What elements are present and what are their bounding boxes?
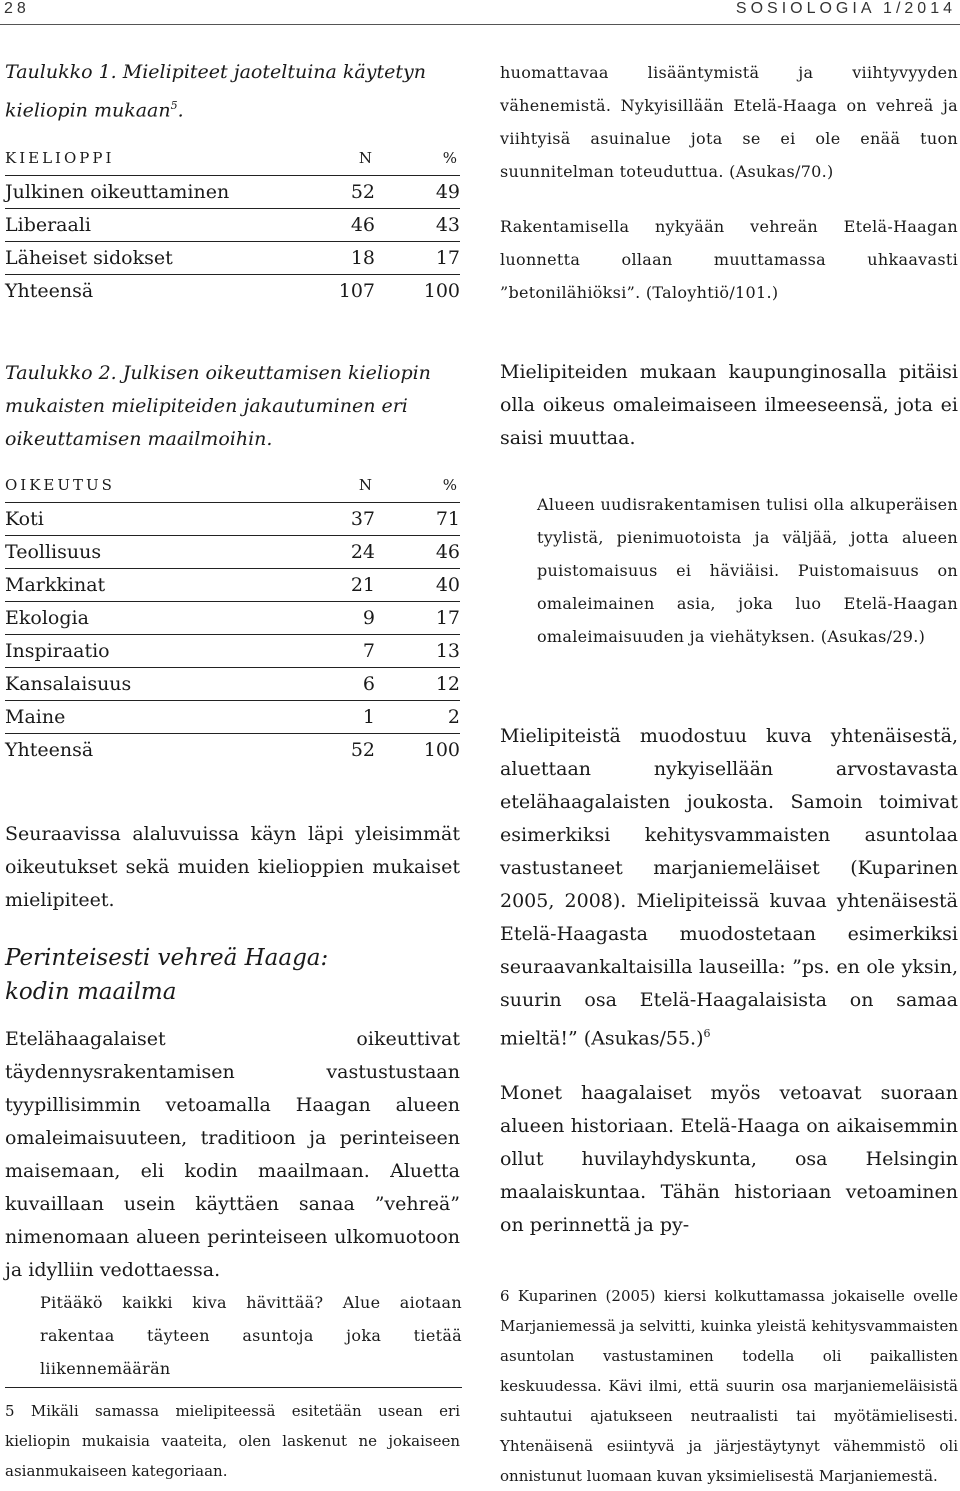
table-cell: 17 <box>375 602 460 635</box>
table-cell: 21 <box>315 569 375 602</box>
table-cell: 9 <box>315 602 375 635</box>
table-row <box>5 635 460 668</box>
body-paragraph: Mielipiteiden mukaan kaupunginosalla pitäisi olla oikeus omaleimaiseen ilmeeseensä, jota ei saisi muuttaa. <box>500 361 958 449</box>
right-footnote-block <box>500 1281 958 1491</box>
table-cell: 17 <box>375 242 460 275</box>
table-cell: Yhteensä <box>5 739 94 761</box>
table-cell: 100 <box>423 739 460 761</box>
section-heading <box>5 941 460 1009</box>
table-cell: 37 <box>315 503 375 536</box>
block-quote: Pitääkö kaikki kiva hävittää? Alue aiotaan rakentaa täyteen asuntoja joka tietää liikennemäärän <box>40 1293 462 1378</box>
footnote: 5 Mikäli samassa mielipiteessä esitetään usean eri kieliopin mukaisia vaateita, olen laskenut ne jokaiseen asianmukaiseen kategoriaan. <box>5 1402 460 1480</box>
body-paragraph: Monet haagalaiset myös vetoavat suoraan alueen historiaan. Etelä-Haaga on aikaisemmin ollut huvilayhdyskunta, osa Helsingin maalaiskuntaa. Tähän historiaan vetoaminen on perinnettä ja py- <box>500 1082 958 1237</box>
table-cell: 24 <box>315 536 375 569</box>
right-text-block-1 <box>500 356 958 455</box>
table-cell: 49 <box>375 176 460 209</box>
table-cell: 7 <box>315 635 375 668</box>
right-quote1-block <box>500 56 958 309</box>
table1-col-header: % <box>375 147 460 176</box>
body-paragraph: Mielipiteistä muodostuu kuva yhtenäisestä, aluettaan nykyisellään arvostavasta etelähaagalaisten joukosta. Samoin toimivat esimerkiksi kehitysvammaisten asuntolaa vastustaneet marjaniemeläiset (Kuparinen 2005, 2008). Mielipiteissä kuvaa yhtenäisestä Etelä-Haagasta muodostetaan esimerkiksi seuraavankaltaisilla lauseilla: ”ps. en ole yksin, suurin osa Etelä-Haagalaisista on samaa mieltä!” (Asukas/55.)$^6$ <box>500 725 958 1050</box>
table-cell: 1 <box>315 701 375 734</box>
left-footnote-block <box>5 1396 460 1486</box>
table-cell: 100 <box>423 280 460 303</box>
page-header <box>0 0 960 22</box>
table-cell: Markkinat <box>5 569 315 602</box>
right-text-block-2 <box>500 720 958 1242</box>
footnote-ref: 6 <box>703 1027 711 1040</box>
table1 <box>5 147 460 307</box>
table-row <box>5 536 460 569</box>
table1-col-header: N <box>315 147 375 176</box>
table-row <box>5 701 460 734</box>
table-cell: Läheiset sidokset <box>5 242 315 275</box>
table-cell: 18 <box>315 242 375 275</box>
table-cell: 6 <box>315 668 375 701</box>
table1-block <box>5 56 460 307</box>
table-cell: 52 <box>315 176 375 209</box>
table-cell: 52 <box>350 739 375 761</box>
footnote: 6 Kuparinen (2005) kiersi kolkuttamassa jokaiselle ovelle Marjaniemessä ja selvitti, kuinka yleistä kehitysvammaisten asuntolan vastustaminen todella oli paikallisten keskuudessa. Kävi ilmi, että suurin osa marjaniemeläisistä suhtautui ajatukseen neutraalisti tai myötämielisesti. Yhtenäisenä esiintyvä ja järjestäytynyt vähemmistö oli onnistunut luomaan kuvan yksimielisestä Marjaniemestä. <box>500 1287 958 1485</box>
table-cell: Julkinen oikeuttaminen <box>5 176 315 209</box>
header-rule <box>0 24 960 25</box>
table2-col-header: % <box>375 474 460 503</box>
table-row <box>5 503 460 536</box>
table2-block <box>5 357 460 766</box>
table-cell: Kansalaisuus <box>5 668 315 701</box>
block-quote: huomattavaa lisääntymistä ja viihtyvyyden vähenemistä. Nykyisillään Etelä-Haaga on vehreä ja viihtyisä asuinalue jota se ei ole enää tuon suunnitelman toteuduttua. (Asukas/70.) <box>500 63 958 181</box>
table-cell: 40 <box>375 569 460 602</box>
table-cell: 13 <box>375 635 460 668</box>
page-number: 28 <box>4 0 30 17</box>
table2-header-row <box>5 474 460 503</box>
block-quote: Rakentamisella nykyään vehreän Etelä-Haagan luonnetta ollaan muuttamassa uhkaavasti ”betonilähiöksi”. (Taloyhtiö/101.) <box>500 217 958 302</box>
table-cell: 46 <box>375 536 460 569</box>
table-cell: 2 <box>375 701 460 734</box>
table1-caption: Taulukko 1. Mielipiteet jaoteltuina käytetyn kieliopin mukaan$^5$. <box>5 61 426 122</box>
left-text-block <box>5 818 460 1287</box>
table-cell: 43 <box>375 209 460 242</box>
journal-title: SOSIOLOGIA 1/2014 <box>735 0 956 17</box>
table-cell: Yhteensä <box>5 280 94 303</box>
table-row <box>5 242 460 275</box>
table-cell: Koti <box>5 503 315 536</box>
table2-col-header: N <box>315 474 375 503</box>
left-quote-block <box>40 1286 462 1385</box>
block-quote: Alueen uudisrakentamisen tulisi olla alkuperäisen tyylistä, pienimuotoista ja väljää, jotta alueen puistomaisuus ei häviäisi. Puistomaisuus on omaleimainen asia, joka luo Etelä-Haagan omaleimaisuuden ja viehätyksen. (Asukas/29.) <box>537 495 958 646</box>
table1-caption-ref: 5 <box>170 99 178 112</box>
body-paragraph: Etelähaagalaiset oikeuttivat täydennysrakentamisen vastustustaan tyypillisimmin vetoamalla Haagan alueen omaleimaisuuteen, traditioon ja perinteiseen maisemaan, eli kodin maailmaan. Aluetta kuvaillaan usein käyttäen sanaa ”vehreä” nimenomaan alueen perinteiseen ulkomuotoon ja idylliin vedottaessa. <box>5 1028 460 1281</box>
table2-col-header: OIKEUTUS <box>5 474 315 503</box>
table-cell: 12 <box>375 668 460 701</box>
table-row <box>5 275 460 308</box>
body-paragraph: Seuraavissa alaluvuissa käyn läpi yleisimmät oikeutukset sekä muiden kielioppien mukaiset mielipiteet. <box>5 823 460 911</box>
table-row <box>5 209 460 242</box>
table-cell: 46 <box>315 209 375 242</box>
table-cell: Inspiraatio <box>5 635 315 668</box>
section-heading-line: kodin maailma <box>5 979 177 1005</box>
table-row <box>5 569 460 602</box>
table-cell: 71 <box>375 503 460 536</box>
table-row <box>5 602 460 635</box>
table-cell: 107 <box>338 280 375 303</box>
right-quote3-block <box>537 488 958 653</box>
table-row <box>5 668 460 701</box>
table1-header-row <box>5 147 460 176</box>
table-cell: Teollisuus <box>5 536 315 569</box>
table-cell: Ekologia <box>5 602 315 635</box>
table-row <box>5 734 460 767</box>
footnote-rule <box>5 1387 462 1388</box>
table-cell: Maine <box>5 701 315 734</box>
table-cell: Liberaali <box>5 209 315 242</box>
table1-col-header: KIELIOPPI <box>5 147 315 176</box>
table-row <box>5 176 460 209</box>
table2-caption: Taulukko 2. Julkisen oikeuttamisen kieliopin mukaisten mielipiteiden jakautuminen eri oikeuttamisen maailmoihin. <box>5 362 431 450</box>
table2 <box>5 474 460 766</box>
section-heading-line: Perinteisesti vehreä Haaga: <box>5 945 329 971</box>
